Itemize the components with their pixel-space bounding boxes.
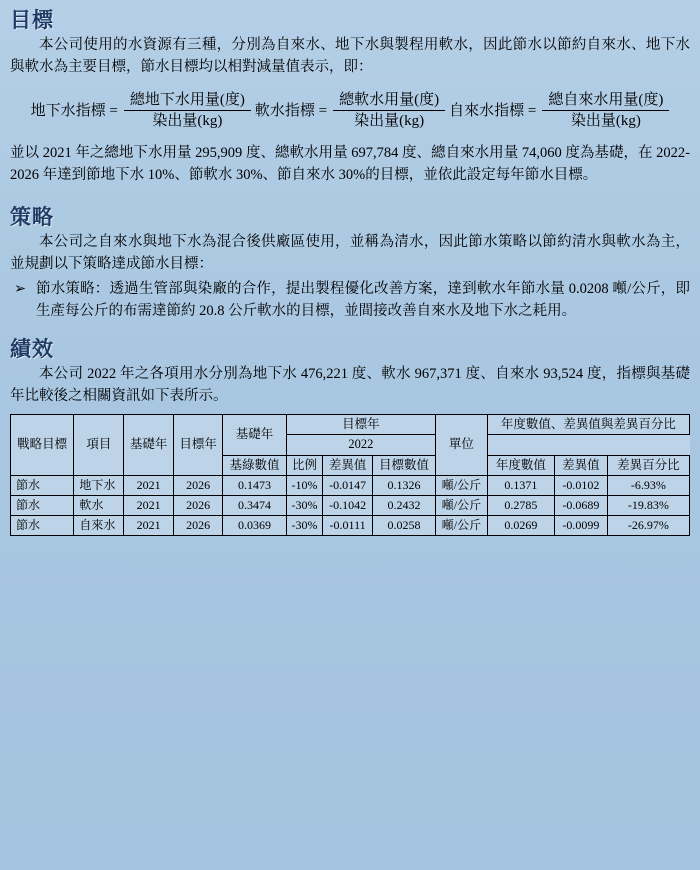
goal-section-title: 目標 [10,8,54,32]
cell-unit: 噸/公斤 [436,476,488,496]
header-item: 項目 [74,414,124,476]
header-ratio: 比例 [286,455,323,476]
goal-paragraph-2: 並以 2021 年之總地下水用量 295,909 度、總軟水用量 697,784 度、總自來水用量 74,060 度為基礎，在 2022-2026 年達到節地下水 10%、節軟水 30%、節自來水 30%的目標，並依此設定每年節水目標。 [10,145,690,183]
header-unit: 單位 [436,414,488,476]
header-target-value: 目標數值 [372,455,435,476]
header-year-pct: 差異百分比 [607,455,689,476]
strategy-bullet-item [10,279,690,323]
cell-target-year: 2026 [173,516,222,536]
cell-base-value: 0.3474 [223,496,286,516]
formula-groundwater-denominator: 染出量(kg) [152,113,223,130]
table-row [11,516,690,536]
cell-year-value: 0.2785 [487,496,554,516]
cell-ratio: -10% [286,476,323,496]
goal-paragraph-1: 本公司使用的水資源有三種，分別為自來水、地下水與製程用軟水，因此節水以節約自來水、地下水與軟水為主要目標，節水目標均以相對減量值表示，即： [10,37,690,75]
cell-year-diff: -0.0102 [555,476,608,496]
cell-ratio: -30% [286,516,323,536]
cell-diff: -0.0111 [323,516,372,536]
formula-groundwater [31,91,251,132]
performance-table-head [11,414,690,476]
table-row [11,476,690,496]
formula-tapwater-denominator: 染出量(kg) [570,113,641,130]
strategy-paragraph-1: 本公司之自來水與地下水為混合後供廠區使用，並稱為清水，因此節水策略以節約清水與軟水為主，並規劃以下策略達成節水目標： [10,233,690,272]
cell-base-year: 2021 [124,476,173,496]
performance-table-body [11,476,690,536]
formula-softwater-label: 軟水指標 = [254,102,328,119]
cell-goal: 節水 [11,516,74,536]
header-year-2022: 2022 [286,435,436,456]
cell-goal: 節水 [11,476,74,496]
cell-item: 地下水 [74,476,124,496]
header-target-year-group: 目標年 [286,414,436,435]
cell-unit: 噸/公斤 [436,516,488,536]
header-base-year-group: 基礎年 [223,414,286,455]
cell-year-diff: -0.0689 [555,496,608,516]
cell-base-year: 2021 [124,516,173,536]
cell-item: 軟水 [74,496,124,516]
table-row [11,496,690,516]
cell-target-value: 0.2432 [372,496,435,516]
formula-tapwater-fraction [542,91,669,132]
cell-ratio: -30% [286,496,323,516]
header-year-diff: 差異值 [555,455,608,476]
formula-groundwater-fraction [124,91,251,132]
performance-paragraph-1: 本公司 2022 年之各項用水分別為地下水 476,221 度、軟水 967,371 度、自來水 93,524 度，指標與基礎年比較後之相關資訊如下表所示。 [10,366,690,404]
performance-table-wrapper [10,414,690,537]
cell-diff: -0.0147 [323,476,372,496]
cell-base-year: 2021 [124,496,173,516]
cell-year-value: 0.0269 [487,516,554,536]
formula-groundwater-label: 地下水指標 = [30,102,118,119]
cell-goal: 節水 [11,496,74,516]
performance-table [10,414,690,537]
cell-year-pct: -19.83% [607,496,689,516]
header-strategy-goal: 戰略目標 [11,414,74,476]
strategy-bullet-text: 節水策略：透過生管部與染廠的合作，提出製程優化改善方案，達到軟水年節水量 0.0208 噸/公斤，即生產每公斤的布需達節約 20.8 公斤軟水的目標，並間接改善自來水及地下水之耗用。 [36,281,690,320]
formula-tapwater-label: 自來水指標 = [449,102,537,119]
cell-year-value: 0.1371 [487,476,554,496]
arrow-bullet-icon: ➢ [14,281,27,298]
strategy-section-title: 策略 [10,204,54,229]
header-base-year: 基礎年 [124,414,173,476]
formula-tapwater-numerator: 總自來水用量(度) [542,91,669,112]
header-diff: 差異值 [323,455,372,476]
header-annual-group: 年度數值、差異值與差異百分比 [487,414,689,435]
cell-year-pct: -26.97% [607,516,689,536]
cell-item: 自來水 [74,516,124,536]
cell-target-year: 2026 [173,476,222,496]
cell-base-value: 0.1473 [223,476,286,496]
cell-year-diff: -0.0099 [555,516,608,536]
cell-unit: 噸/公斤 [436,496,488,516]
formula-softwater-numerator: 總軟水用量(度) [333,91,445,112]
cell-target-value: 0.0258 [372,516,435,536]
water-index-formulas [10,89,690,134]
header-target-year: 目標年 [173,414,222,476]
formula-softwater-fraction [333,91,445,132]
formula-softwater [255,91,445,132]
table-header-row-1 [11,414,690,435]
performance-section-title: 績效 [10,336,54,361]
formula-tapwater [449,91,669,132]
cell-base-value: 0.0369 [223,516,286,536]
header-year-value: 年度數值 [487,455,554,476]
header-base-value: 基綠數值 [223,455,286,476]
formula-groundwater-numerator: 總地下水用量(度) [124,91,251,112]
cell-target-year: 2026 [173,496,222,516]
cell-diff: -0.1042 [323,496,372,516]
cell-target-value: 0.1326 [372,476,435,496]
formula-softwater-denominator: 染出量(kg) [354,113,425,130]
cell-year-pct: -6.93% [607,476,689,496]
